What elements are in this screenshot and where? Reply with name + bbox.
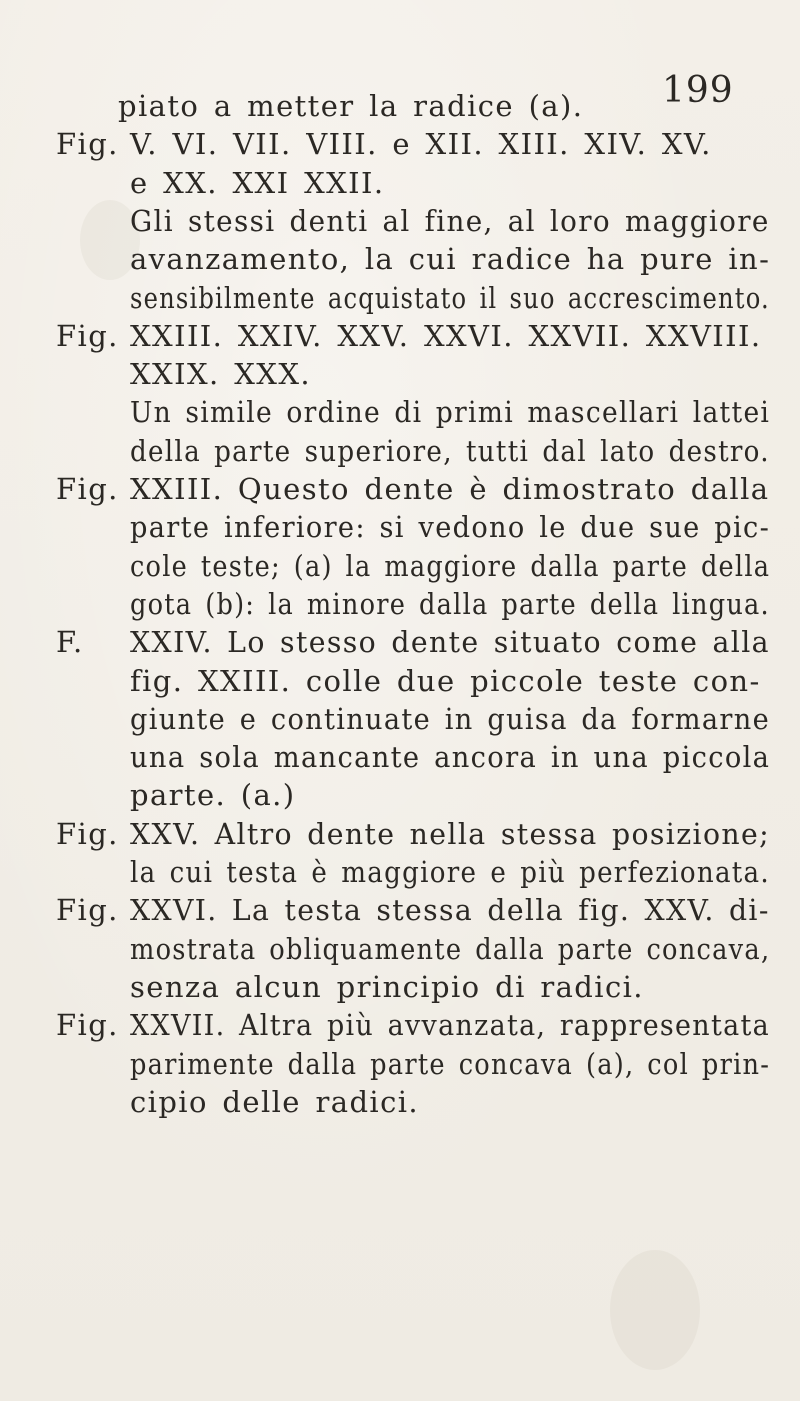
line-text: una sola mancante ancora in una piccola	[130, 740, 771, 775]
text-line	[0, 584, 780, 624]
figure-label: F.	[56, 625, 84, 660]
text-line	[0, 546, 780, 586]
text-line	[0, 392, 780, 432]
line-text: piato a metter la radice (a).	[118, 89, 584, 123]
text-line	[0, 661, 780, 701]
text-line	[0, 124, 780, 164]
page-number: 199	[662, 70, 734, 111]
text-line	[0, 737, 780, 777]
line-text: XXVII. Altra più avvanzata, rappresentata	[130, 1008, 770, 1043]
paper-stain	[610, 1250, 700, 1370]
line-text: V. VI. VII. VIII. e XII. XIII. XIV. XV.	[130, 127, 712, 162]
text-line	[0, 201, 780, 241]
line-text: avanzamento, la cui radice ha pure in-	[130, 242, 771, 277]
line-text: fig. XXIII. colle due piccole teste con-	[130, 663, 761, 698]
line-text: Un simile ordine di primi mascellari lattei	[130, 395, 771, 430]
line-text: XXIII. XXIV. XXV. XXVI. XXVII. XXVIII.	[130, 318, 762, 353]
figure-label: Fig.	[56, 1008, 119, 1043]
text-line	[0, 852, 780, 892]
line-text: XXIV. Lo stesso dente situato come alla	[130, 625, 770, 660]
text-line	[0, 967, 780, 1007]
line-text: XXVI. La testa stessa della fig. XXV. di-	[130, 893, 770, 928]
text-line	[0, 431, 780, 471]
text-line	[0, 239, 780, 279]
line-text: XXIII. Questo dente è dimostrato dalla	[130, 472, 770, 506]
line-text: sensibilmente acquistato il suo accrescimento.	[130, 280, 770, 315]
line-text: parimente dalla parte concava (a), col prin-	[130, 1046, 771, 1081]
line-text: parte inferiore: si vedono le due sue pic-	[130, 510, 771, 545]
text-line	[0, 163, 780, 203]
line-text: mostrata obliquamente dalla parte concava,	[130, 931, 771, 966]
figure-label: Fig.	[56, 816, 119, 851]
line-text: gota (b): la minore dalla parte della lingua.	[130, 586, 770, 621]
text-line	[0, 775, 780, 815]
text-line	[0, 316, 780, 356]
line-text: della parte superiore, tutti dal lato destro.	[130, 433, 770, 468]
text-line	[0, 890, 780, 930]
text-line	[0, 699, 780, 739]
figure-label: Fig.	[56, 893, 119, 928]
line-text: cole teste; (a) la maggiore dalla parte della	[130, 548, 771, 583]
line-text: giunte e continuate in guisa da formarne	[130, 701, 770, 736]
line-text: senza alcun principio di radici.	[130, 969, 644, 1004]
text-line	[0, 1005, 780, 1045]
line-text: XXIX. XXX.	[130, 357, 311, 392]
line-text: Gli stessi denti al fine, al loro maggiore	[130, 203, 770, 238]
text-line	[0, 278, 780, 318]
text-line	[0, 1044, 780, 1084]
figure-label: Fig.	[56, 127, 119, 162]
line-text: XXV. Altro dente nella stessa posizione;	[130, 816, 771, 851]
text-line	[0, 507, 780, 547]
line-text: parte. (a.)	[130, 778, 296, 813]
text-line	[0, 1082, 780, 1122]
text-line	[0, 469, 780, 509]
text-line	[0, 622, 780, 662]
text-line	[0, 929, 780, 969]
text-line	[0, 354, 780, 394]
figure-label: Fig.	[56, 472, 119, 506]
line-text: cipio delle radici.	[130, 1084, 420, 1119]
figure-label: Fig.	[56, 318, 119, 353]
text-line	[0, 86, 780, 126]
text-line	[0, 814, 780, 854]
line-text: e XX. XXI XXII.	[130, 165, 385, 200]
line-text: la cui testa è maggiore e più perfezionata.	[130, 855, 770, 889]
